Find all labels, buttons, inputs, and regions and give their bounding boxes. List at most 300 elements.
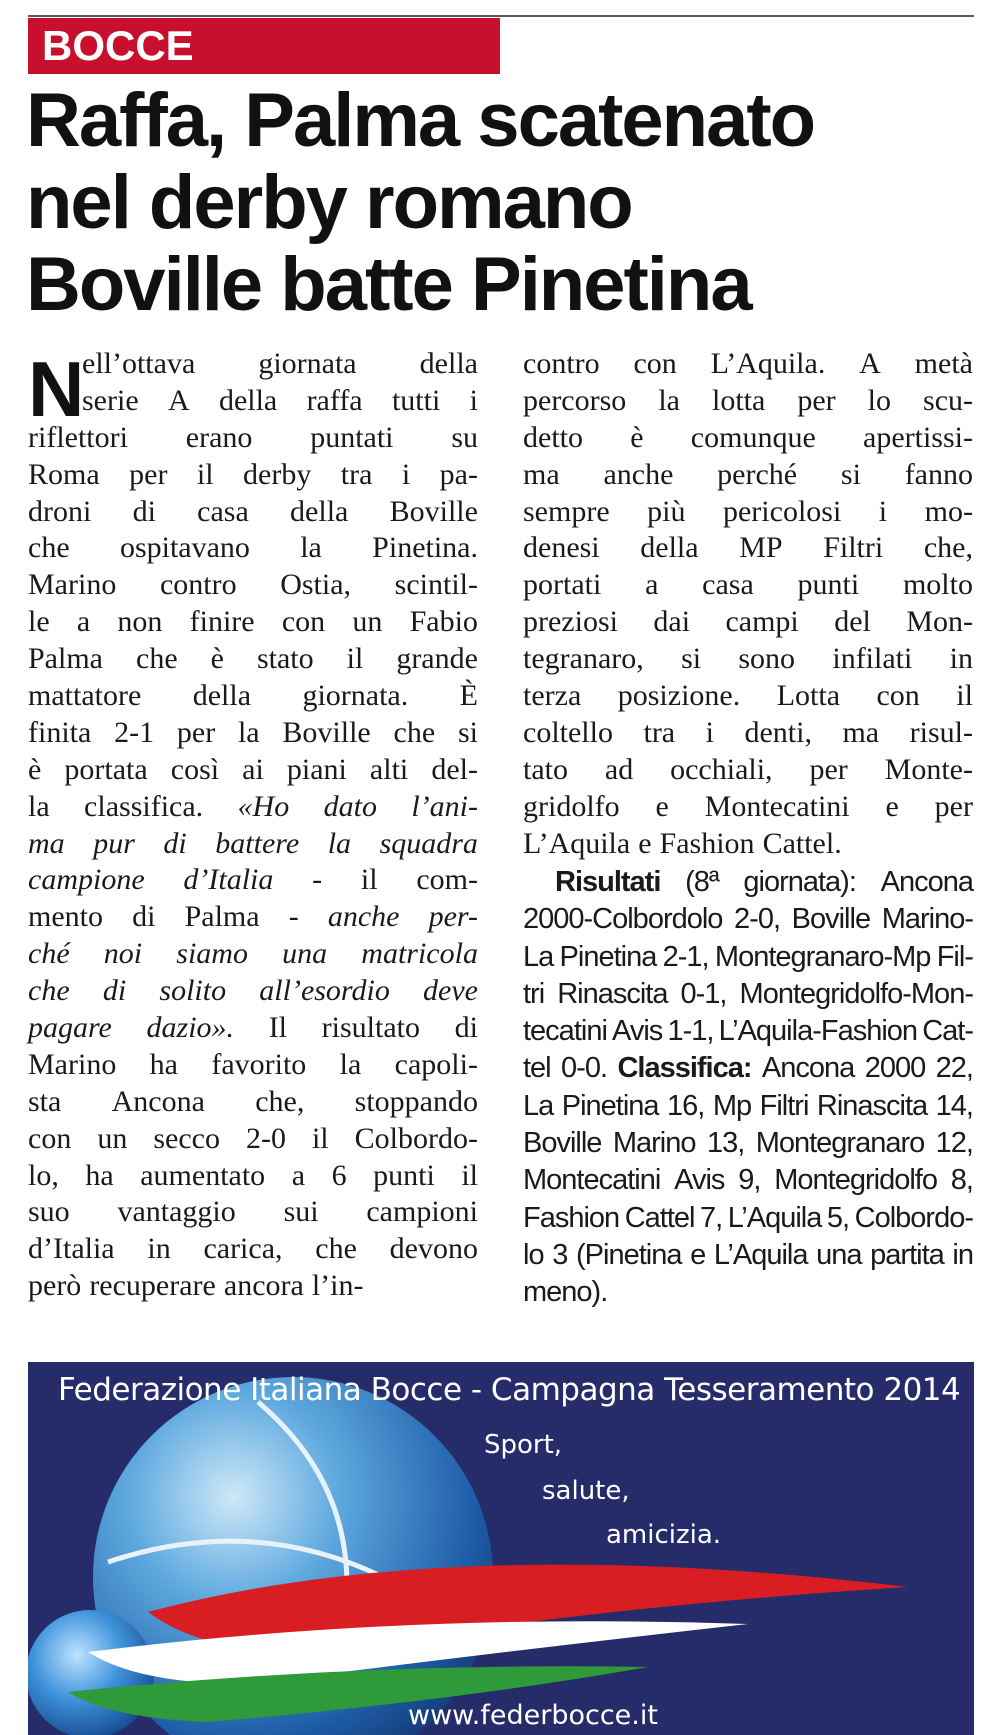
word: ha <box>85 1158 114 1192</box>
word: denesi <box>523 531 600 565</box>
word: si <box>840 457 861 491</box>
results-line <box>523 976 973 1013</box>
word: devono <box>389 1232 478 1266</box>
word: di <box>132 900 156 934</box>
word: della <box>218 383 278 417</box>
ad-slogan-line: Sport, <box>484 1430 563 1460</box>
bocce-balls-graphic <box>28 1362 974 1735</box>
text-line <box>523 752 973 789</box>
word: ell’ottava <box>82 347 196 380</box>
word: il <box>346 642 364 676</box>
word: che <box>136 642 178 676</box>
word: L’Aquila <box>523 826 631 860</box>
word: 22, <box>935 1052 973 1085</box>
word: vantaggio <box>117 1195 236 1229</box>
word: però <box>28 1269 82 1303</box>
word: 2-0 <box>245 1121 286 1155</box>
article-column-left <box>28 346 478 1305</box>
word: la <box>300 531 322 565</box>
text-line <box>523 346 973 383</box>
word: carica, <box>203 1232 283 1266</box>
word: solito <box>159 974 227 1008</box>
text-line <box>523 530 973 567</box>
word: Classifica: <box>617 1052 752 1085</box>
section-tag <box>28 18 500 74</box>
word: un <box>97 1121 128 1155</box>
word: d’Italia <box>183 863 274 897</box>
word: 6 <box>331 1158 347 1192</box>
text-line <box>28 752 478 789</box>
ad-url-link[interactable]: www.federbocce.it <box>408 1700 658 1731</box>
word: Colbordo- <box>854 1201 973 1234</box>
word: fanno <box>904 457 973 491</box>
word: dato <box>323 789 377 823</box>
word: risultato <box>321 1011 420 1045</box>
word: posizione. <box>617 679 741 713</box>
word: mento <box>28 900 103 934</box>
word: ai <box>242 752 264 786</box>
word: partita <box>870 1238 944 1271</box>
word: con <box>633 347 677 380</box>
text-line <box>523 789 973 826</box>
word: pagare <box>28 1011 112 1045</box>
text-line <box>28 420 478 457</box>
word: l’ani- <box>411 789 478 823</box>
word: siamo <box>176 937 248 971</box>
word: 5, <box>826 1201 850 1234</box>
word: derby <box>243 457 312 491</box>
word: La <box>523 940 554 973</box>
word: metà <box>914 347 973 380</box>
word: grande <box>396 642 478 676</box>
word: per- <box>428 900 478 934</box>
word: si <box>457 715 478 749</box>
results-line <box>523 1162 973 1199</box>
ad-title: Federazione Italiana Bocce - Campagna Tesseramento 2014 <box>58 1372 961 1408</box>
word: Montecatini <box>704 789 850 823</box>
word: il <box>956 679 973 713</box>
text-line <box>28 1047 478 1084</box>
word: dai <box>653 605 691 639</box>
word: Marino <box>28 1047 117 1081</box>
word: di <box>163 826 187 860</box>
word: detto <box>523 420 583 454</box>
word: squadra <box>379 826 478 860</box>
word: la <box>237 715 260 749</box>
word: Montegranaro-Mp <box>714 940 931 973</box>
results-line <box>523 1274 973 1311</box>
word: pur <box>93 826 135 860</box>
word: i <box>878 494 888 528</box>
word: Marino <box>28 568 117 602</box>
word: È <box>459 679 478 713</box>
word: Montecatini <box>523 1164 661 1197</box>
text-line <box>523 641 973 678</box>
word: com- <box>416 863 478 897</box>
headline <box>26 80 986 326</box>
results-line <box>523 901 973 938</box>
word: portata <box>64 752 148 786</box>
word: MP <box>739 531 783 565</box>
word: finita <box>28 715 92 749</box>
word: un <box>352 605 383 639</box>
word: punti <box>373 1158 435 1192</box>
word: le <box>28 605 50 639</box>
text-line <box>28 1194 478 1231</box>
word: 0-1, <box>680 977 727 1010</box>
word: Il <box>268 1011 288 1045</box>
word: Pinetina <box>559 940 657 973</box>
word: erano <box>185 420 253 454</box>
word: stato <box>256 642 314 676</box>
word: sta <box>28 1084 62 1118</box>
ad-slogan-line: amicizia. <box>606 1520 722 1550</box>
word: Ancona <box>880 866 973 898</box>
word: sono <box>738 642 796 676</box>
word: suo <box>28 1195 70 1229</box>
text-line <box>523 604 973 641</box>
word: matricola <box>361 937 478 971</box>
word: della <box>419 347 478 380</box>
word: non <box>117 605 163 639</box>
word: Boville <box>791 903 871 936</box>
word: portati <box>523 568 602 602</box>
text-line <box>28 641 478 678</box>
text-line <box>28 604 478 641</box>
word: i <box>705 715 714 749</box>
word: campione <box>28 863 145 897</box>
word: Risultati <box>555 866 661 898</box>
word: tri <box>523 977 545 1010</box>
word: riflettori <box>28 420 128 454</box>
text-line <box>28 1010 478 1047</box>
word: L’Aquila. <box>710 347 826 380</box>
word: stoppando <box>354 1084 478 1118</box>
text-line <box>523 826 973 863</box>
word: con <box>876 679 920 713</box>
headline-line: Boville batte Pinetina <box>26 242 751 327</box>
advertisement-banner[interactable] <box>28 1362 974 1735</box>
word: preziosi <box>523 605 618 639</box>
word: battere <box>215 826 300 860</box>
word: il <box>196 457 214 491</box>
word: casa <box>197 494 249 528</box>
text-line <box>28 1268 478 1305</box>
word: è <box>28 752 42 786</box>
word: pa- <box>439 457 478 491</box>
word: Rinascita <box>816 1089 928 1122</box>
word: Fashion <box>523 1201 620 1234</box>
word: giornata. <box>302 679 409 713</box>
word: 7, <box>700 1201 723 1234</box>
word: mattatore <box>28 679 142 713</box>
word: tra <box>643 715 676 749</box>
word: puntati <box>310 420 394 454</box>
text-line <box>28 678 478 715</box>
word: finire <box>189 605 255 639</box>
word: risul- <box>909 715 973 749</box>
word: sempre <box>523 494 610 528</box>
ad-slogan-line: salute, <box>542 1476 630 1506</box>
word: e <box>655 789 669 823</box>
word: che, <box>255 1084 305 1118</box>
word: anche <box>603 457 674 491</box>
word: Pinetina <box>561 1089 659 1122</box>
word: Cattel <box>624 1201 695 1234</box>
word: meno). <box>523 1276 608 1309</box>
word: così <box>170 752 220 786</box>
text-line <box>28 1084 478 1121</box>
word: scu- <box>923 383 973 417</box>
word: - <box>288 900 299 934</box>
word: Montegranaro <box>755 1127 925 1160</box>
word: coltello <box>523 715 613 749</box>
word: tutti <box>391 383 441 417</box>
word: tra <box>340 457 373 491</box>
word: su <box>451 420 478 454</box>
word: Fashion <box>659 826 755 860</box>
word: Colbordo- <box>354 1121 478 1155</box>
word: Cat- <box>922 1015 973 1048</box>
word: (8ª <box>685 866 719 898</box>
word: si <box>681 642 702 676</box>
results-line <box>523 1200 973 1237</box>
word: per <box>129 457 168 491</box>
word: ha <box>149 1047 178 1081</box>
word: La <box>523 1089 554 1122</box>
text-line <box>28 383 478 420</box>
word: 3 <box>552 1238 568 1271</box>
word: occhiali, <box>670 752 773 786</box>
word: (Pinetina <box>576 1238 682 1271</box>
results-line <box>523 1013 973 1050</box>
word: 0-0. <box>561 1052 608 1085</box>
text-line <box>28 346 478 383</box>
word: ma <box>842 715 880 749</box>
word: 8, <box>950 1164 973 1197</box>
word: a <box>291 1158 306 1192</box>
word: che <box>28 531 70 565</box>
text-line <box>28 715 478 752</box>
word: 14, <box>935 1089 973 1122</box>
small-ball-icon <box>28 1610 154 1735</box>
word: recuperare <box>89 1269 216 1303</box>
word: una <box>816 1238 862 1271</box>
word: a <box>645 568 659 602</box>
word: punti <box>797 568 860 602</box>
text-line <box>523 457 973 494</box>
word: Monte- <box>884 752 973 786</box>
word: in <box>952 1238 973 1271</box>
text-line <box>523 715 973 752</box>
word: ché <box>28 937 70 971</box>
text-line <box>28 1158 478 1195</box>
top-rule <box>28 15 974 17</box>
word: L’Aquila <box>713 1238 808 1271</box>
word: 2-0, <box>734 903 781 936</box>
word: 16, <box>667 1089 705 1122</box>
word: e <box>690 1238 706 1271</box>
word: campi <box>725 605 799 639</box>
word: anche <box>327 900 400 934</box>
word: Rinascita <box>557 977 668 1010</box>
word: ma <box>523 457 560 491</box>
word: 2-1 <box>114 715 155 749</box>
word: la <box>658 383 680 417</box>
word: che <box>393 715 436 749</box>
word: Boville <box>389 494 478 528</box>
word: per <box>176 715 216 749</box>
word: molto <box>902 568 973 602</box>
word: piani <box>286 752 347 786</box>
results-line <box>523 1088 973 1125</box>
word: deve <box>423 974 478 1008</box>
text-line <box>523 494 973 531</box>
word: Cattel. <box>762 826 842 860</box>
word: Marino- <box>881 903 973 936</box>
word: Roma <box>28 457 100 491</box>
word: lo, <box>28 1158 59 1192</box>
word: per <box>934 789 973 823</box>
word: che, <box>923 531 973 565</box>
word: A <box>167 383 190 417</box>
word: contro <box>159 568 237 602</box>
word: la <box>339 1047 362 1081</box>
text-line <box>28 789 478 826</box>
word: L’Aquila-Fashion <box>718 1015 918 1048</box>
text-line <box>28 1121 478 1158</box>
word: ancora <box>223 1269 304 1303</box>
word: per <box>797 383 836 417</box>
word: tegranaro, <box>523 642 644 676</box>
results-line <box>523 1237 973 1274</box>
text-line <box>523 383 973 420</box>
word: della <box>640 531 699 565</box>
word: giornata <box>258 347 357 380</box>
word: in <box>147 1232 171 1266</box>
word: Palma <box>184 900 260 934</box>
word: Mon- <box>906 605 973 639</box>
text-line <box>28 494 478 531</box>
word: giornata): <box>743 866 856 898</box>
word: ad <box>604 752 634 786</box>
word: che <box>315 1232 357 1266</box>
word: contro <box>523 347 600 380</box>
word: mo- <box>924 494 973 528</box>
word: i <box>401 457 411 491</box>
word: Pinetina. <box>372 531 478 565</box>
word: lo <box>867 383 891 417</box>
headline-line: nel derby romano <box>26 160 632 245</box>
word: raffa <box>306 383 363 417</box>
word: gridolfo <box>523 789 620 823</box>
word: comunque <box>690 420 816 454</box>
text-line <box>28 1231 478 1268</box>
word: percorso <box>523 383 627 417</box>
text-line <box>28 826 478 863</box>
word: la <box>327 826 352 860</box>
word: una <box>282 937 328 971</box>
word: lo <box>523 1238 544 1271</box>
results-line <box>523 1125 973 1162</box>
word: perché <box>717 457 798 491</box>
word: 2-1, <box>662 940 709 973</box>
word: Montegridolfo <box>774 1164 937 1197</box>
word: tecatini <box>523 1015 607 1048</box>
text-line <box>28 973 478 1010</box>
word: A <box>859 347 881 380</box>
word: Fabio <box>409 605 478 639</box>
word: del- <box>431 752 478 786</box>
word: secco <box>153 1121 220 1155</box>
results-line <box>523 1050 973 1087</box>
word: Palma <box>28 642 103 676</box>
word: il <box>360 863 378 897</box>
word: Fil- <box>936 940 973 973</box>
word: Ostia, <box>280 568 352 602</box>
word: aumentato <box>140 1158 266 1192</box>
word: Ancona <box>761 1052 855 1085</box>
word: 9, <box>738 1164 761 1197</box>
word: classifica. <box>84 789 204 823</box>
word: L’Aquila <box>727 1201 822 1234</box>
word: il <box>461 1158 478 1192</box>
word: di <box>102 974 127 1008</box>
word: infilati <box>832 642 913 676</box>
results-block <box>523 864 973 1312</box>
word: d’Italia <box>28 1232 115 1266</box>
word: Lotta <box>776 679 841 713</box>
word: favorito <box>211 1047 307 1081</box>
word: per <box>809 752 848 786</box>
word: e <box>638 826 652 860</box>
word: della <box>290 494 349 528</box>
text-line <box>28 899 478 936</box>
word: Avis <box>674 1164 725 1197</box>
word: più <box>647 494 686 528</box>
word: di <box>132 494 156 528</box>
word: della <box>192 679 252 713</box>
word: con <box>281 605 326 639</box>
word: 2000-Colbordolo <box>523 903 723 936</box>
results-line <box>523 864 973 901</box>
word: capoli- <box>394 1047 478 1081</box>
article-column-right <box>523 346 973 862</box>
word: del <box>834 605 871 639</box>
word: Boville <box>523 1127 602 1160</box>
word: a <box>76 605 91 639</box>
word: pericolosi <box>722 494 842 528</box>
word: denti, <box>744 715 812 749</box>
word: 2000 <box>864 1052 926 1085</box>
word: Marino <box>612 1127 696 1160</box>
results-line <box>523 939 973 976</box>
word: - <box>312 863 323 897</box>
word: 12, <box>935 1127 973 1160</box>
word: apertissi- <box>863 420 973 454</box>
text-line <box>28 530 478 567</box>
text-line <box>523 420 973 457</box>
word: Montegridolfo-Mon- <box>739 977 973 1010</box>
word: casa <box>702 568 754 602</box>
word: Filtri <box>759 1089 809 1122</box>
word: il <box>311 1121 329 1155</box>
word: è <box>630 420 644 454</box>
word: lotta <box>711 383 766 417</box>
word: «Ho <box>237 789 290 823</box>
word: serie <box>82 383 139 417</box>
word: sui <box>283 1195 319 1229</box>
